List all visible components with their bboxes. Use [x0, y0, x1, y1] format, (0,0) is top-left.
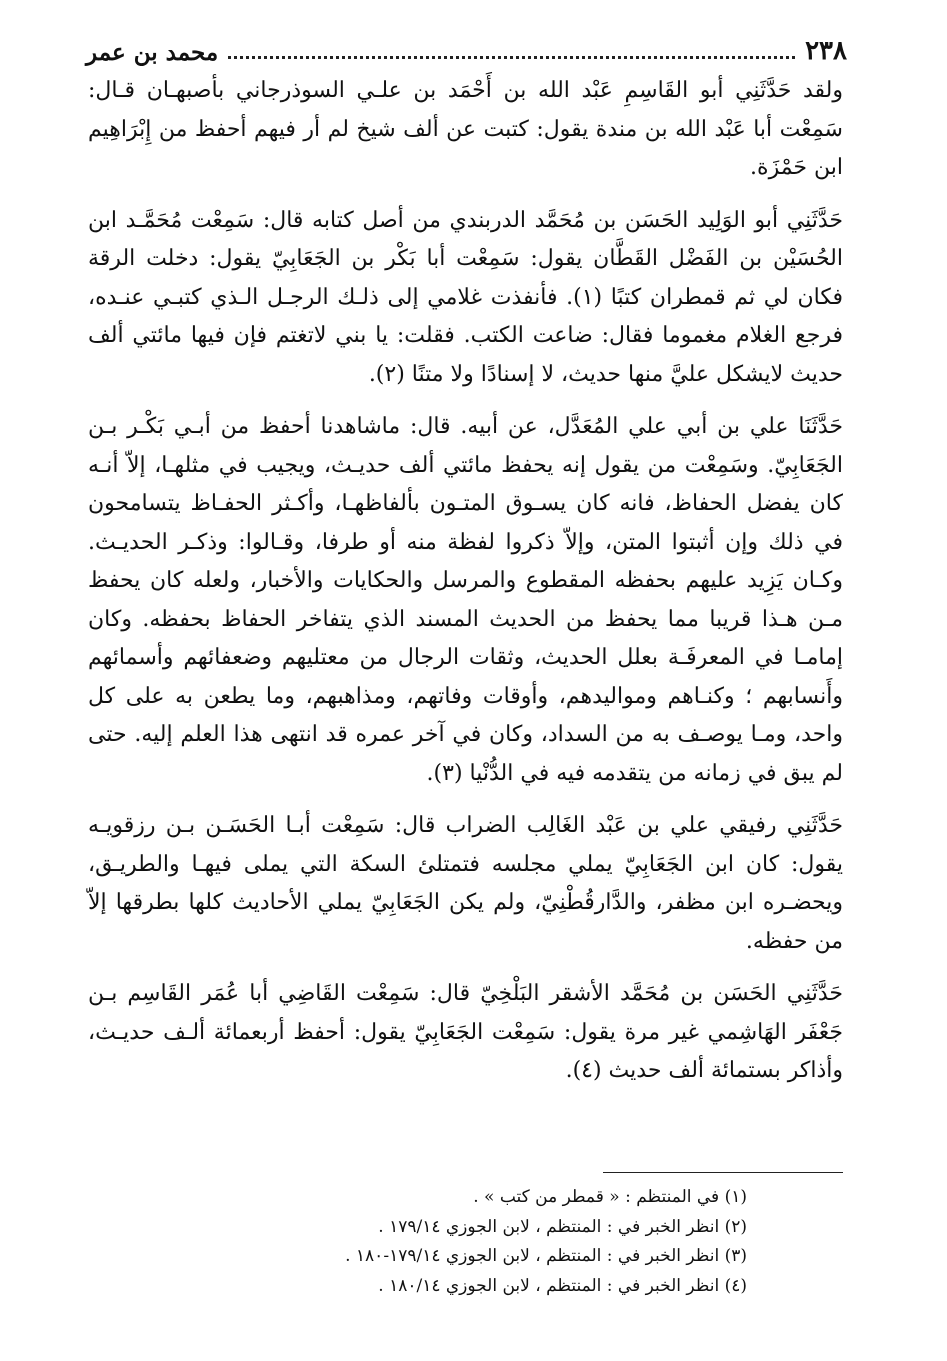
footnote: (١) في المنتظم : « قمطر من كتب » .: [473, 1187, 747, 1207]
paragraph: حَدَّثَنِي رفيقي علي بن عَبْد الغَالِب الضراب قال: سَمِعْت أبـا الحَسَـن بـن رزقويـه يقول: كان ابن الجَعَابِيّ يملي مجلسه فتمتلئ السكة التي يملى فيهـا والطريـق، ويحضـره ابن مظفر، والدَّارقُطْنِيّ، ولم يكن الجَعَابِيّ يملي الأحاديث كلها بطرقها إلاّ من حفظه.: [88, 813, 843, 954]
page-number: ٢٣٨: [805, 36, 847, 66]
paragraph: حَدَّثَنَا علي بن أبي علي المُعَدَّل، عن أبيه. قال: ماشاهدنا أحفظ من أبـي بَكْـر بـن الجَعَابِيّ. وسَمِعْت من يقول إنه يحفظ مائتي ألف حديـث، ويجيب في مثلهـا، إلاّ أنـه كان يفضل الحفاظ، فانه كان يسـوق المتـون بألفاظهـا، وأكـثر الحفـاظ يتسامحون في ذلك وإن أثبتوا المتن، وإلاّ ذكروا لفظة منه أو طرفا، وقـالوا: وذكـر الحديـث. وكـان يَزِيد عليهم بحفظه المقطوع والمرسل والحكايات والأخبار، ولعله كان يحفظ مـن هـذا قريبا مما يحفظ من الحديث المسند الذي يتفاخر الحفاظ بحفظه. وكان إمامـا في المعرفَـة بعلل الحديث، وثقات الرجال من معتليهم وضعفائهم وأسمائهم وأَنسابهم ؛ وكنـاهم ومواليدهم، وأوقات وفاتهم، ومذاهبهم، وما يطعن به على كل واحد، ومـا يوصـف به من السداد، وكان في آخر عمره قد انتهى هذا العلم إليه. حتى لم يبق في زمانه من يتقدمه فيه في الدُّنْيا (٣).: [88, 414, 843, 786]
footnotes: [88, 1183, 747, 1301]
footnote: (٣) انظر الخبر في : المنتظم ، لابن الجوزي ١٧٩/١٤-١٨٠ .: [345, 1246, 747, 1266]
main-text: [88, 72, 843, 1105]
footnote-separator: [603, 1172, 843, 1173]
paragraph: حَدَّثَنِي أبو الوَلِيد الحَسَن بن مُحَمَّد الدربندي من أصل كتابه قال: سَمِعْت مُحَمَّـد ابن الحُسَيْن بن الفَضْل القَطَّان يقول: سَمِعْت أبا بَكْر بن الجَعَابِيّ يقول: دخلت الرقة فكان لي ثم قمطران كتبًا (١). فأنفذت غلامي إلى ذلـك الرجـل الـذي كتبـي عنـده، فرجع الغلام مغموما فقال: ضاعت الكتب. فقلت: يا بني لاتغتم فإن فيها مائتي ألف حديث لايشكل عليَّ منها حديث، لا إسنادًا ولا متنًا (٢).: [88, 207, 843, 387]
header-dotted-leader: [228, 56, 795, 59]
footnote: (٤) انظر الخبر في : المنتظم ، لابن الجوزي ١٨٠/١٤ .: [378, 1275, 747, 1296]
paragraph: حَدَّثَنِي الحَسَن بن مُحَمَّد الأشقر البَلْخِيّ قال: سَمِعْت القَاضِي أبا عُمَر القَاسِم بـن جَعْفَر الهَاشِمي غير مرة يقول: سَمِعْت الجَعَابِيّ يقول: أحفظ أربعمائة ألـف حديـث، وأذاكر بستمائة ألف حديث (٤).: [88, 981, 843, 1083]
running-title: محمد بن عمر: [86, 39, 219, 66]
page-header: [86, 32, 847, 66]
paragraph: ولقد حَدَّثَنِي أبو القَاسِمِ عَبْد الله بن أَحْمَد بن علـي السوذرجاني بأصبهـان قـال: سَمِعْت أبا عَبْد الله بن مندة يقول: كتبت عن ألف شيخ لم أر فيهم أحفظ من إِبْرَاهِيم ابن حَمْزَة.: [88, 78, 843, 180]
footnote: (٢) انظر الخبر في : المنتظم ، لابن الجوزي ١٧٩/١٤ .: [378, 1216, 747, 1237]
